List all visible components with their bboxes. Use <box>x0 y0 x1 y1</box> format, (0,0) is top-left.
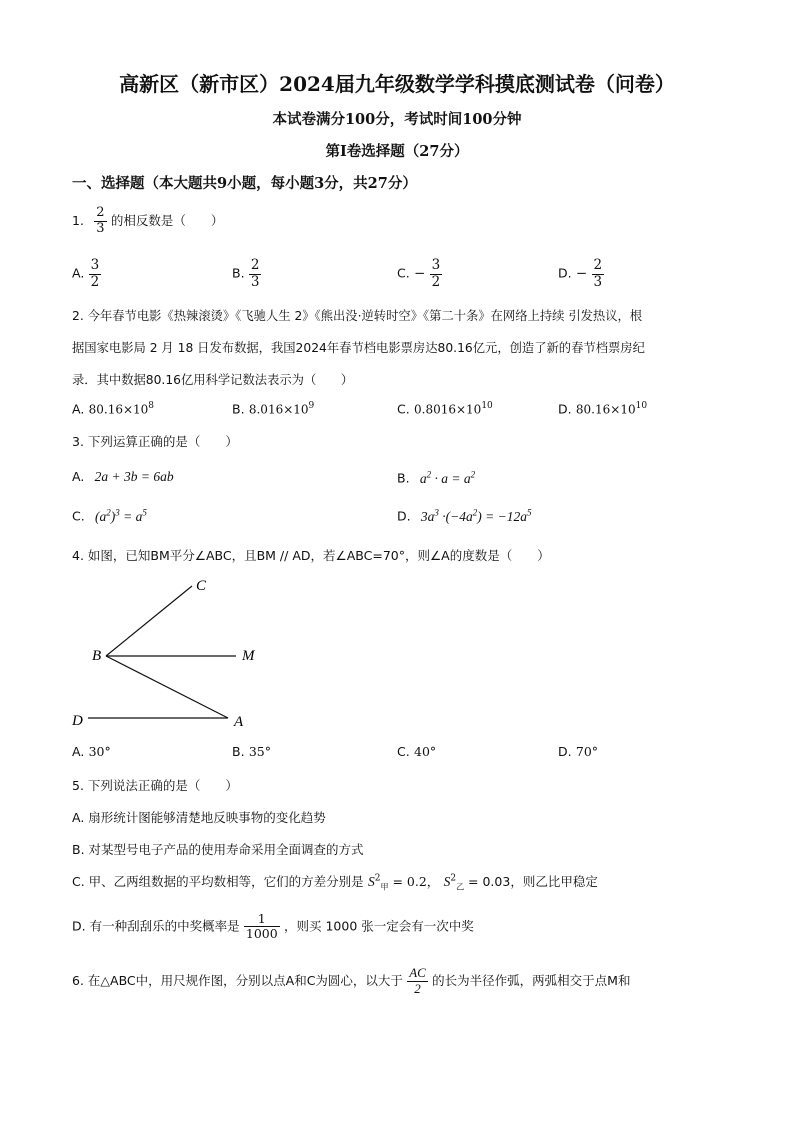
question-5-stem: 5. 下列说法正确的是（ ） <box>72 778 238 793</box>
q3-option-c[interactable]: C. $(a^2)^3 = a^5$ <box>72 507 147 524</box>
question-text: 的相反数是（ ） <box>110 212 224 228</box>
q5-option-a[interactable]: A. 扇形统计图能够清楚地反映事物的变化趋势 <box>72 810 326 825</box>
page-title: 高新区（新市区）2024届九年级数学学科摸底测试卷（问卷） <box>119 72 675 96</box>
label-d: D <box>72 713 83 729</box>
label-b: B <box>92 648 102 664</box>
q3-option-b[interactable]: B. $a^2 \cdot a = a^2$ <box>397 469 476 486</box>
question-1-stem <box>72 206 223 237</box>
q3-option-a[interactable]: A. 2a + 3b = 6ab <box>72 469 174 484</box>
fraction: $\frac{2}{3}$ <box>250 257 260 290</box>
q4-option-d[interactable]: D. 70° <box>558 744 599 759</box>
label-m: M <box>242 648 255 664</box>
q1-option-c[interactable]: C. − $\frac{3}{2}$ <box>397 257 441 290</box>
q1-option-d[interactable]: D. − $\frac{2}{3}$ <box>558 257 603 290</box>
q2-option-c[interactable]: C. $0.8016\times 10^{10}$ <box>397 401 493 417</box>
section-heading: 一、选择题（本大题共9小题，每小题3分，共27分） <box>72 175 417 192</box>
segment-bc <box>106 586 192 656</box>
q2-option-a[interactable]: A. $80.16\times 10^8$ <box>72 401 155 417</box>
q1-option-a[interactable]: A. $\frac{3}{2}$ <box>72 257 100 290</box>
geometry-figure <box>60 570 290 738</box>
question-2-line-3: 录．其中数据80.16亿用科学记数法表示为（ ） <box>72 373 354 387</box>
q3-option-d[interactable]: D. $3a^3 \cdot(-4a^2) = -12a^5$ <box>397 507 532 524</box>
q4-option-a[interactable]: A. 30° <box>72 744 111 759</box>
q5-option-c[interactable]: C. 甲、乙两组数据的平均数相等，它们的方差分别是 $S^2_甲 = 0.2$， $S^2_乙 = 0.03$，则乙比甲稳定 <box>72 873 598 892</box>
question-2-line-2: 据国家电影局 2 月 18 日发布数据，我国2024年春节档电影票房达80.16亿元，创造了新的春节档票房纪 <box>72 341 645 355</box>
q4-option-b[interactable]: B. 35° <box>232 744 272 759</box>
exam-info: 本试卷满分100分，考试时间100分钟 <box>272 111 522 128</box>
q4-option-c[interactable]: C. 40° <box>397 744 437 759</box>
fraction: $\frac{2}{3}$ <box>593 257 603 290</box>
label-a: A <box>234 714 244 730</box>
question-3-stem: 3. 下列运算正确的是（ ） <box>72 434 238 449</box>
fraction: $\frac{2}{3}$ <box>96 205 105 236</box>
q2-option-b[interactable]: B. $8.016\times 10^9$ <box>232 401 315 417</box>
segment-ba <box>106 656 228 718</box>
q5-option-d[interactable]: D. 有一种刮刮乐的中奖概率是 $\frac{1}{1000}$ ，则买 1000 张一定会有一次中奖 <box>72 911 474 942</box>
label-c: C <box>196 578 207 594</box>
part-heading: 第Ⅰ卷选择题（27分） <box>325 143 469 160</box>
fraction: $\frac{AC}{2}$ <box>409 965 426 996</box>
q1-option-b[interactable]: B. $\frac{2}{3}$ <box>232 257 260 290</box>
q5-option-b[interactable]: B. 对某型号电子产品的使用寿命采用全面调查的方式 <box>72 842 364 857</box>
question-4-stem: 4. 如图，已知BM平分∠ABC，且BM // AD，若∠ABC=70°，则∠A的度数是（ ） <box>72 548 550 563</box>
q2-option-d[interactable]: D. $80.16\times 10^{10}$ <box>558 401 648 417</box>
question-number: 1. <box>72 212 84 228</box>
fraction: $\frac{3}{2}$ <box>90 257 100 290</box>
question-2-line-1: 2. 今年春节电影《热辣滚烫》《飞驰人生 2》《熊出没·逆转时空》《第二十条》在网络上持续 引发热议，根 <box>72 309 643 323</box>
fraction: $\frac{3}{2}$ <box>431 257 441 290</box>
fraction: $\frac{1}{1000}$ <box>245 911 278 942</box>
question-6-stem: 6. 在△ABC中，用尺规作图，分别以点A和C为圆心，以大于 $\frac{AC}{2}$ 的长为半径作弧，两弧相交于点M和 <box>72 965 631 996</box>
